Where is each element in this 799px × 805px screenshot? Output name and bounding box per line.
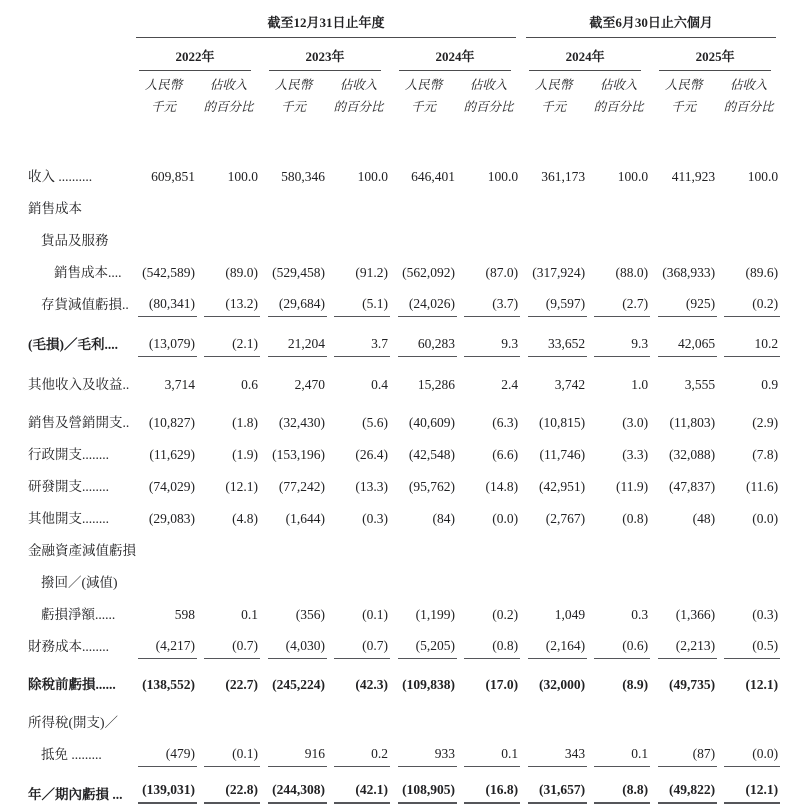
pct-cell: (42.3) (355, 677, 388, 693)
amount-cell: (80,341) (130, 285, 197, 317)
amount-cell (130, 189, 197, 221)
amount-cell: (1,644) (285, 511, 325, 527)
amount-cell: 60,283 (390, 317, 457, 357)
table-row (28, 467, 780, 499)
amount-cell: (138,552) (142, 677, 195, 693)
pct-cell: (2.9) (752, 415, 779, 431)
amount-cell (520, 697, 587, 735)
table-row (28, 531, 780, 563)
pct-cell: (7.8) (752, 447, 779, 463)
pct-cell: 0.3 (631, 607, 649, 623)
pct-cell (717, 563, 780, 595)
row-label: 存貨減值虧損.. (41, 297, 129, 313)
amount-cell (390, 531, 457, 563)
amount-cell: (48) (692, 511, 716, 527)
amount-cell: (84) (432, 511, 455, 527)
pct-cell: (0.1) (362, 607, 388, 623)
amount-cell: (368,933) (662, 265, 716, 281)
pct-cell: (0.8) (457, 627, 520, 659)
amount-cell: (479) (130, 735, 197, 767)
amount-cell: (49,822) (650, 767, 717, 805)
year-header-row (28, 38, 780, 71)
amount-cell (390, 221, 457, 253)
year-header-2024-interim: 2024年 (520, 38, 650, 71)
amount-cell: 33,652 (520, 317, 587, 357)
pct-cell: 0.6 (241, 377, 258, 393)
amount-cell: (32,000) (538, 677, 586, 693)
amount-cell: (5,205) (390, 627, 457, 659)
amount-cell (650, 697, 717, 735)
amount-cell (260, 563, 327, 595)
pct-cell: 100.0 (747, 169, 779, 185)
pct-cell: (13.3) (355, 479, 388, 495)
amount-cell (650, 221, 717, 253)
unit-header-row (28, 71, 780, 121)
amount-cell: (95,762) (408, 479, 455, 495)
amount-cell: 15,286 (417, 377, 455, 393)
pct-cell (327, 563, 390, 595)
amount-cell: (74,029) (148, 479, 195, 495)
amount-cell: (109,838) (402, 677, 455, 693)
row-label: 所得稅(開支)／ (28, 715, 118, 731)
pct-cell: (89.6) (745, 265, 779, 281)
row-label: 撥回／(減值) (41, 575, 118, 591)
amount-cell: (40,609) (408, 415, 455, 431)
row-label: 行政開支........ (28, 447, 109, 463)
amount-cell: (29,083) (148, 511, 195, 527)
table-row (28, 357, 780, 397)
amount-cell (390, 189, 457, 221)
row-label: (毛損)／毛利.... (28, 337, 118, 353)
row-label: 銷售成本 (28, 201, 82, 217)
table-row (28, 285, 780, 317)
amount-cell: 598 (174, 607, 195, 623)
amount-cell: 916 (260, 735, 327, 767)
amount-cell (390, 563, 457, 595)
amount-cell (130, 221, 197, 253)
amount-cell: 42,065 (650, 317, 717, 357)
pct-cell: (0.0) (717, 735, 780, 767)
pct-cell: (11.6) (745, 479, 779, 495)
pct-cell: (1.8) (232, 415, 258, 431)
row-label: 年／期內虧損 ... (28, 787, 123, 803)
amount-cell: 411,923 (671, 169, 716, 185)
table-row (28, 499, 780, 531)
amount-unit-header: 人民幣 千元 (144, 78, 183, 115)
pct-unit-header: 佔收入 的百分比 (723, 78, 774, 115)
pct-cell (457, 221, 520, 253)
year-header-2024: 2024年 (390, 38, 520, 71)
amount-unit-header: 人民幣 千元 (274, 78, 313, 115)
table-row (28, 397, 780, 435)
pct-cell: 0.1 (457, 735, 520, 767)
amount-cell: 361,173 (541, 169, 586, 185)
amount-cell: (2,767) (545, 511, 586, 527)
pct-cell: (0.3) (362, 511, 388, 527)
amount-cell: 1,049 (554, 607, 586, 623)
pct-cell: (0.0) (752, 511, 779, 527)
pct-cell: (26.4) (355, 447, 388, 463)
pct-cell: (8.8) (587, 767, 650, 805)
table-row (28, 157, 780, 189)
amount-cell (520, 531, 587, 563)
pct-cell: 9.3 (457, 317, 520, 357)
row-label: 金融資產減值虧損 (28, 543, 136, 559)
pct-cell: (0.6) (587, 627, 650, 659)
year-ended-group-label: 截至12月31日止年度 (136, 16, 516, 38)
pct-cell (717, 531, 780, 563)
pct-cell: (3.0) (622, 415, 649, 431)
year-header-2025-interim: 2025年 (650, 38, 780, 71)
row-label: 財務成本........ (28, 639, 109, 655)
pct-cell (587, 531, 650, 563)
income-statement-table (28, 4, 780, 805)
pct-cell: 1.0 (631, 377, 649, 393)
pct-cell: (0.8) (622, 511, 649, 527)
pct-cell: 100.0 (227, 169, 258, 185)
pct-cell (717, 697, 780, 735)
table-row (28, 735, 780, 767)
amount-cell: 646,401 (411, 169, 455, 185)
pct-cell: (42.1) (327, 767, 390, 805)
amount-cell: (356) (295, 607, 325, 623)
amount-cell: (32,430) (278, 415, 325, 431)
pct-cell (197, 531, 260, 563)
pct-cell: (0.0) (492, 511, 519, 527)
amount-cell (260, 531, 327, 563)
pct-cell: 2.4 (501, 377, 519, 393)
table-body (28, 157, 780, 805)
amount-cell: (4,030) (260, 627, 327, 659)
pct-cell (587, 221, 650, 253)
pct-cell: (12.1) (745, 677, 779, 693)
pct-cell: 100.0 (487, 169, 519, 185)
amount-cell: (10,827) (148, 415, 195, 431)
amount-cell (130, 531, 197, 563)
amount-cell: (32,088) (668, 447, 716, 463)
amount-cell: (10,815) (538, 415, 586, 431)
amount-cell: (47,837) (668, 479, 716, 495)
amount-cell: 609,851 (151, 169, 195, 185)
year-header-2023: 2023年 (260, 38, 390, 71)
amount-cell: (108,905) (390, 767, 457, 805)
year-header-2022: 2022年 (130, 38, 260, 71)
amount-cell: (77,242) (278, 479, 325, 495)
row-label: 除稅前虧損...... (28, 677, 116, 693)
pct-cell: (0.3) (752, 607, 779, 623)
amount-cell: (317,924) (532, 265, 586, 281)
table-row (28, 435, 780, 467)
row-label: 貨品及服務 (41, 233, 109, 249)
pct-cell: (3.7) (457, 285, 520, 317)
pct-cell (327, 221, 390, 253)
year-ended-group-header (130, 4, 520, 38)
table-row (28, 317, 780, 357)
table-row (28, 563, 780, 595)
amount-cell: (139,031) (130, 767, 197, 805)
pct-cell: (11.9) (615, 479, 649, 495)
amount-cell (650, 531, 717, 563)
pct-cell: 0.1 (241, 607, 258, 623)
pct-cell: (4.8) (232, 511, 258, 527)
pct-cell: (2.1) (197, 317, 260, 357)
pct-cell: 0.4 (371, 377, 388, 393)
amount-unit-header: 人民幣 千元 (404, 78, 443, 115)
pct-cell: (6.6) (492, 447, 519, 463)
amount-cell: 3,742 (554, 377, 586, 393)
pct-cell: (0.7) (197, 627, 260, 659)
pct-cell (457, 531, 520, 563)
pct-cell: (12.1) (717, 767, 780, 805)
amount-cell: (2,164) (520, 627, 587, 659)
pct-cell: (12.1) (225, 479, 258, 495)
amount-cell: (11,746) (539, 447, 586, 463)
pct-cell (197, 221, 260, 253)
row-label: 其他收入及收益.. (28, 377, 130, 393)
header-spacer (28, 121, 780, 157)
amount-cell: (244,308) (260, 767, 327, 805)
amount-cell (130, 563, 197, 595)
amount-cell: (4,217) (130, 627, 197, 659)
amount-cell (260, 221, 327, 253)
pct-cell (327, 189, 390, 221)
amount-cell: (925) (650, 285, 717, 317)
amount-cell (390, 697, 457, 735)
pct-cell (587, 697, 650, 735)
amount-cell (520, 189, 587, 221)
row-label: 其他開支........ (28, 511, 109, 527)
amount-cell: 21,204 (260, 317, 327, 357)
pct-unit-header: 佔收入 的百分比 (203, 78, 254, 115)
amount-cell (650, 189, 717, 221)
pct-cell (197, 189, 260, 221)
amount-cell: (529,458) (272, 265, 325, 281)
period-group-header-row (28, 4, 780, 38)
pct-cell (457, 189, 520, 221)
pct-cell (197, 563, 260, 595)
amount-cell (260, 189, 327, 221)
pct-cell: (88.0) (615, 265, 649, 281)
pct-cell: 3.7 (327, 317, 390, 357)
amount-cell: 343 (520, 735, 587, 767)
table-row (28, 221, 780, 253)
pct-cell: (22.8) (197, 767, 260, 805)
pct-cell: 10.2 (717, 317, 780, 357)
amount-cell: (11,803) (669, 415, 716, 431)
amount-cell: (1,366) (675, 607, 716, 623)
table-row (28, 767, 780, 805)
table-row (28, 627, 780, 659)
pct-cell: (2.7) (587, 285, 650, 317)
pct-cell (197, 697, 260, 735)
pct-unit-header: 佔收入 的百分比 (593, 78, 644, 115)
pct-unit-header: 佔收入 的百分比 (463, 78, 514, 115)
table-row (28, 697, 780, 735)
pct-cell (717, 221, 780, 253)
amount-cell: (562,092) (402, 265, 455, 281)
pct-cell (457, 697, 520, 735)
amount-cell: (9,597) (520, 285, 587, 317)
pct-cell: (5.1) (327, 285, 390, 317)
amount-cell: (2,213) (650, 627, 717, 659)
pct-cell: (1.9) (232, 447, 258, 463)
amount-cell: 933 (390, 735, 457, 767)
amount-cell: (49,735) (668, 677, 716, 693)
amount-cell (650, 563, 717, 595)
row-label: 收入 .......... (28, 169, 93, 185)
pct-cell: (89.0) (225, 265, 258, 281)
pct-cell: 100.0 (617, 169, 649, 185)
amount-cell: (245,224) (272, 677, 325, 693)
amount-cell: (42,951) (538, 479, 586, 495)
amount-cell: 2,470 (294, 377, 325, 393)
table-row (28, 595, 780, 627)
pct-cell (717, 189, 780, 221)
pct-cell: 100.0 (357, 169, 388, 185)
table-row (28, 659, 780, 697)
pct-cell: 9.3 (587, 317, 650, 357)
amount-cell (260, 697, 327, 735)
six-months-group-header (520, 4, 780, 38)
amount-unit-header: 人民幣 千元 (664, 78, 703, 115)
row-label: 研發開支........ (28, 479, 109, 495)
pct-cell: (0.7) (327, 627, 390, 659)
six-months-group-label: 截至6月30日止六個月 (526, 16, 776, 38)
amount-cell: (13,079) (130, 317, 197, 357)
amount-cell (130, 697, 197, 735)
pct-cell: (91.2) (355, 265, 388, 281)
amount-cell: (31,657) (520, 767, 587, 805)
pct-cell (327, 531, 390, 563)
pct-cell (587, 563, 650, 595)
pct-cell: (0.5) (717, 627, 780, 659)
table-row (28, 189, 780, 221)
pct-cell: (6.3) (492, 415, 519, 431)
pct-cell: (3.3) (622, 447, 649, 463)
row-label: 銷售及營銷開支.. (28, 415, 130, 431)
pct-cell: 0.9 (761, 377, 779, 393)
amount-cell: (542,589) (142, 265, 195, 281)
table-row (28, 253, 780, 285)
row-label: 虧損淨額...... (41, 607, 116, 623)
pct-cell: (14.8) (485, 479, 519, 495)
pct-cell: (0.2) (717, 285, 780, 317)
pct-cell: (0.2) (492, 607, 519, 623)
pct-cell: (22.7) (225, 677, 258, 693)
amount-cell: (1,199) (415, 607, 455, 623)
amount-cell: (29,684) (260, 285, 327, 317)
pct-cell: (17.0) (485, 677, 519, 693)
pct-cell: 0.2 (327, 735, 390, 767)
pct-unit-header: 佔收入 的百分比 (333, 78, 384, 115)
amount-cell: (24,026) (390, 285, 457, 317)
pct-cell: (87.0) (485, 265, 519, 281)
row-label: 抵免 ......... (41, 747, 102, 763)
pct-cell: (13.2) (197, 285, 260, 317)
amount-cell: (11,629) (149, 447, 195, 463)
pct-cell (457, 563, 520, 595)
amount-unit-header: 人民幣 千元 (534, 78, 573, 115)
pct-cell: (8.9) (622, 677, 649, 693)
row-label: 銷售成本.... (54, 265, 122, 281)
amount-cell: (42,548) (408, 447, 455, 463)
amount-cell: (153,196) (272, 447, 325, 463)
amount-cell: 3,714 (164, 377, 195, 393)
pct-cell: (16.8) (457, 767, 520, 805)
pct-cell (327, 697, 390, 735)
amount-cell (520, 221, 587, 253)
amount-cell: 580,346 (281, 169, 325, 185)
pct-cell: 0.1 (587, 735, 650, 767)
pct-cell (587, 189, 650, 221)
pct-cell: (0.1) (197, 735, 260, 767)
pct-cell: (5.6) (362, 415, 388, 431)
amount-cell: (87) (650, 735, 717, 767)
amount-cell: 3,555 (684, 377, 716, 393)
label-column-header (28, 4, 130, 38)
amount-cell (520, 563, 587, 595)
